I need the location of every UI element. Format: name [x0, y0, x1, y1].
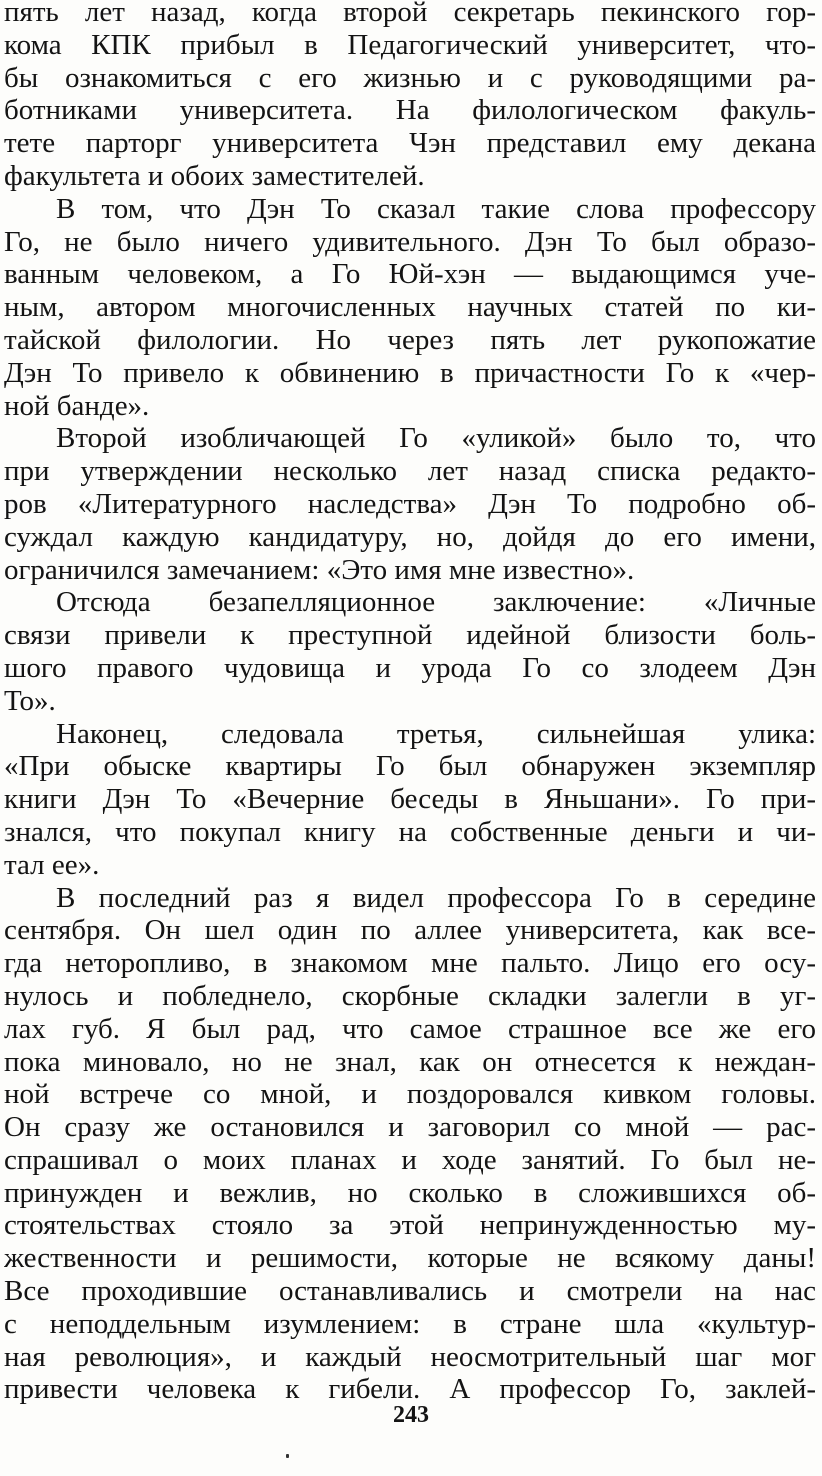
text-line: жественности и решимости, которые не всякому даны! — [4, 1242, 816, 1275]
text-line: «При обыске квартиры Го был обнаружен экземпляр — [4, 750, 816, 783]
text-line: знался, что покупал книгу на собственные деньги и чи- — [4, 815, 816, 848]
text-line: Он сразу же остановился и заговорил со мной — рас- — [4, 1111, 816, 1144]
text-line: книги Дэн То «Вечерние беседы в Яньшани». Го при- — [4, 783, 816, 816]
text-line: стоятельствах стояло за этой непринужденностью му- — [4, 1209, 816, 1242]
text-line: Наконец, следовала третья, сильнейшая улика: — [56, 717, 816, 750]
text-line: Отсюда безапелляционное заключение: «Личные — [56, 586, 816, 619]
page-number: 243 — [393, 1402, 429, 1428]
text-line: Го, не было ничего удивительного. Дэн То был образо- — [4, 225, 816, 258]
print-speck — [286, 1454, 289, 1458]
text-line: ограничился замечанием: «Это имя мне известно». — [4, 553, 635, 586]
text-line: В последний раз я видел профессора Го в середине — [56, 881, 816, 914]
text-line: бы ознакомиться с его жизнью и с руководящими ра- — [4, 61, 816, 94]
text-line: ная революция», и каждый неосмотрительный шаг мог — [4, 1340, 816, 1373]
text-line: кома КПК прибыл в Педагогический университет, что- — [4, 28, 816, 61]
text-line: ботниками университета. На филологическом факуль- — [4, 94, 816, 127]
text-line: сентября. Он шел один по аллее университета, как все- — [4, 914, 816, 947]
text-line: пять лет назад, когда второй секретарь пекинского гор- — [4, 0, 816, 28]
text-line: гда неторопливо, в знакомом мне пальто. Лицо его осу- — [4, 947, 816, 980]
text-line: тайской филологии. Но через пять лет рукопожатие — [4, 323, 816, 356]
text-line: Все проходившие останавливались и смотрели на нас — [4, 1275, 816, 1308]
text-line: Дэн То привело к обвинению в причастности Го к «чер- — [4, 356, 816, 389]
text-line: нулось и побледнело, скорбные складки залегли в уг- — [4, 979, 816, 1012]
text-line: лах губ. Я был рад, что самое страшное все же его — [4, 1012, 816, 1045]
text-line: ным, автором многочисленных научных статей по ки- — [4, 291, 816, 324]
text-line: с неподдельным изумлением: в стране шла «культур- — [4, 1307, 816, 1340]
text-line: ной банде». — [4, 389, 150, 422]
text-line: тал ее». — [4, 848, 100, 881]
text-line: при утверждении несколько лет назад списка редакто- — [4, 455, 816, 488]
text-line: ров «Литературного наследства» Дэн То подробно об- — [4, 487, 816, 520]
text-line: Второй изобличающей Го «уликой» было то, что — [56, 422, 816, 455]
text-line: связи привели к преступной идейной близости боль- — [4, 619, 816, 652]
text-line: В том, что Дэн То сказал такие слова профессору — [56, 192, 816, 225]
text-line: принужден и вежлив, но сколько в сложившихся об- — [4, 1176, 816, 1209]
text-line: пока миновало, но не знал, как он отнесется к неждан- — [4, 1045, 816, 1078]
text-line: ной встрече со мной, и поздоровался кивком головы. — [4, 1078, 816, 1111]
text-line: шого правого чудовища и урода Го со злодеем Дэн — [4, 651, 816, 684]
text-line: привести человека к гибели. А профессор Го, заклей- — [4, 1373, 816, 1406]
text-line: То». — [4, 684, 56, 717]
text-line: факультета и обоих заместителей. — [4, 159, 425, 192]
text-line: спрашивал о моих планах и ходе занятий. Го был не- — [4, 1143, 816, 1176]
body-text — [4, 0, 816, 1406]
text-line: ванным человеком, а Го Юй-хэн — выдающимся уче- — [4, 258, 816, 291]
text-line: суждал каждую кандидатуру, но, дойдя до его имени, — [4, 520, 816, 553]
text-line: тете парторг университета Чэн представил ему декана — [4, 127, 816, 160]
